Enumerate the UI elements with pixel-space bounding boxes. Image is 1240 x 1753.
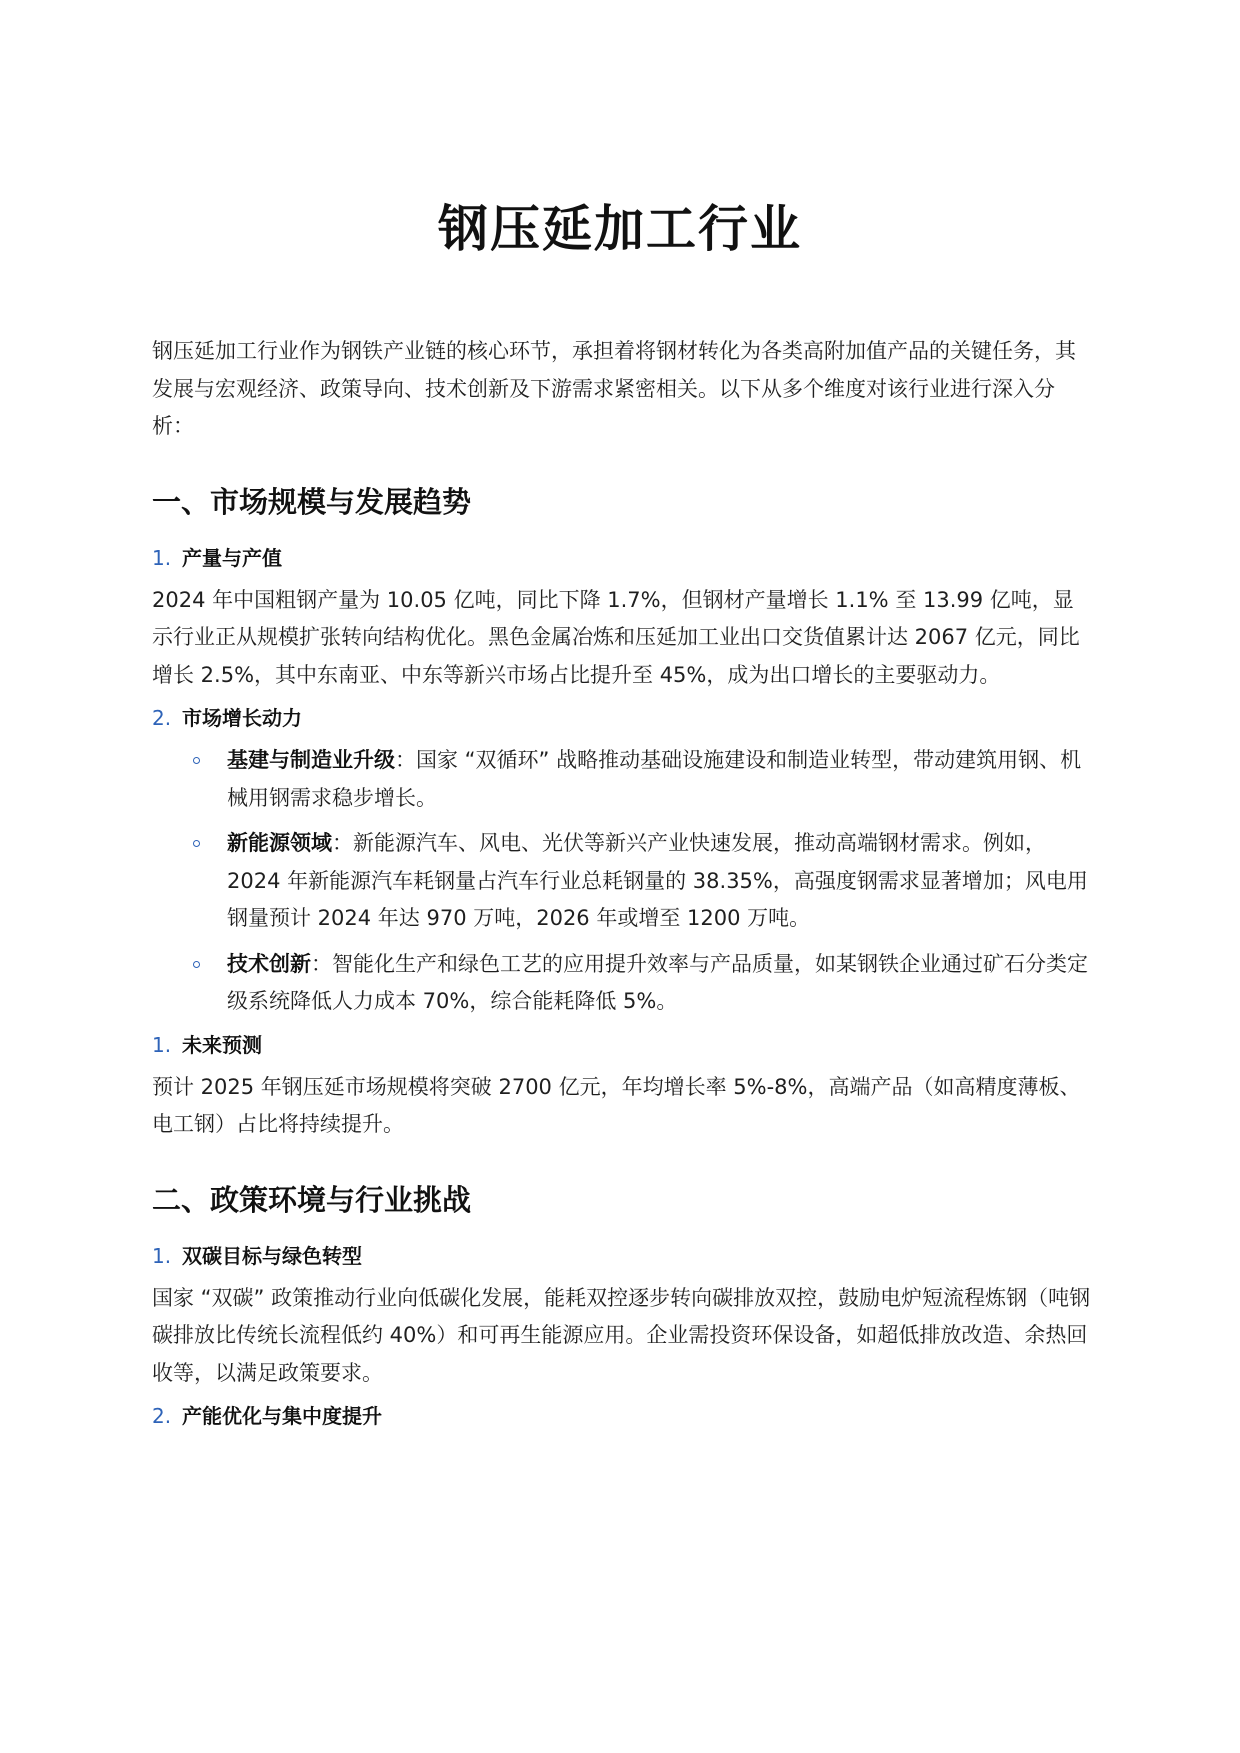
subheading-growth-drivers [152, 703, 1092, 733]
list-item-label: 新能源领域 [227, 831, 332, 855]
document-body [152, 333, 1092, 1431]
subheading-label: 市场增长动力 [182, 706, 302, 730]
list-number: 2. [152, 1404, 172, 1428]
subheading-dual-carbon [152, 1241, 1092, 1271]
list-item [152, 742, 1092, 817]
list-item-text: ：新能源汽车、风电、光伏等新兴产业快速发展，推动高端钢材需求。例如，2024 年新能源汽车耗钢量占汽车行业总耗钢量的 38.35%，高强度钢需求显著增加；风电用钢量预计 2024 年达 970 万吨，2026 年或增至 1200 万吨。 [227, 831, 1088, 930]
growth-drivers-list [152, 742, 1092, 1021]
list-number: 1. [152, 1243, 172, 1268]
section-heading-policy: 二、政策环境与行业挑战 [152, 1182, 472, 1217]
subheading-label: 产量与产值 [182, 545, 282, 570]
paragraph-output-value: 2024 年中国粗钢产量为 10.05 亿吨，同比下降 1.7%，但钢材产量增长 1.1% 至 13.99 亿吨，显示行业正从规模扩张转向结构优化。黑色金属冶炼和压延加工业出口交货值累计达 2067 亿元，同比增长 2.5%，其中东南亚、中东等新兴市场占比提升至 45%，成为出口增长的主要驱动力。 [152, 587, 1080, 687]
list-number: 1. [152, 545, 172, 570]
list-item-label: 基建与制造业升级 [227, 748, 395, 772]
subheading-label: 未来预测 [182, 1032, 262, 1057]
intro-paragraph: 钢压延加工行业作为钢铁产业链的核心环节，承担着将钢材转化为各类高附加值产品的关键任务，其发展与宏观经济、政策导向、技术创新及下游需求紧密相关。以下从多个维度对该行业进行深入分析： [152, 339, 1076, 438]
hollow-bullet-icon [193, 961, 200, 968]
paragraph-forecast: 预计 2025 年钢压延市场规模将突破 2700 亿元，年均增长率 5%-8%，高端产品（如高精度薄板、电工钢）占比将持续提升。 [152, 1074, 1081, 1136]
subheading-label: 产能优化与集中度提升 [182, 1404, 382, 1428]
list-item [152, 825, 1092, 938]
paragraph-dual-carbon: 国家 “双碳” 政策推动行业向低碳化发展，能耗双控逐步转向碳排放双控，鼓励电炉短流程炼钢（吨钢碳排放比传统长流程低约 40%）和可再生能源应用。企业需投资环保设备，如超低排放改造、余热回收等，以满足政策要求。 [152, 1285, 1091, 1385]
subheading-capacity [152, 1401, 1092, 1431]
list-item [152, 946, 1092, 1021]
list-number: 1. [152, 1032, 172, 1057]
subheading-output-value [152, 543, 1092, 573]
subheading-forecast [152, 1030, 1092, 1060]
hollow-bullet-icon [193, 757, 200, 764]
list-item-label: 技术创新 [227, 951, 311, 976]
hollow-bullet-icon [193, 840, 200, 847]
list-number: 2. [152, 706, 172, 730]
subheading-label: 双碳目标与绿色转型 [182, 1243, 362, 1268]
document-title: 钢压延加工行业 [438, 200, 802, 258]
list-item-text: ：国家 “双循环” 战略推动基础设施建设和制造业转型，带动建筑用钢、机械用钢需求稳步增长。 [227, 748, 1082, 810]
list-item-text: ：智能化生产和绿色工艺的应用提升效率与产品质量，如某钢铁企业通过矿石分类定级系统降低人力成本 70%，综合能耗降低 5%。 [227, 951, 1088, 1013]
section-heading-market: 一、市场规模与发展趋势 [152, 484, 472, 519]
